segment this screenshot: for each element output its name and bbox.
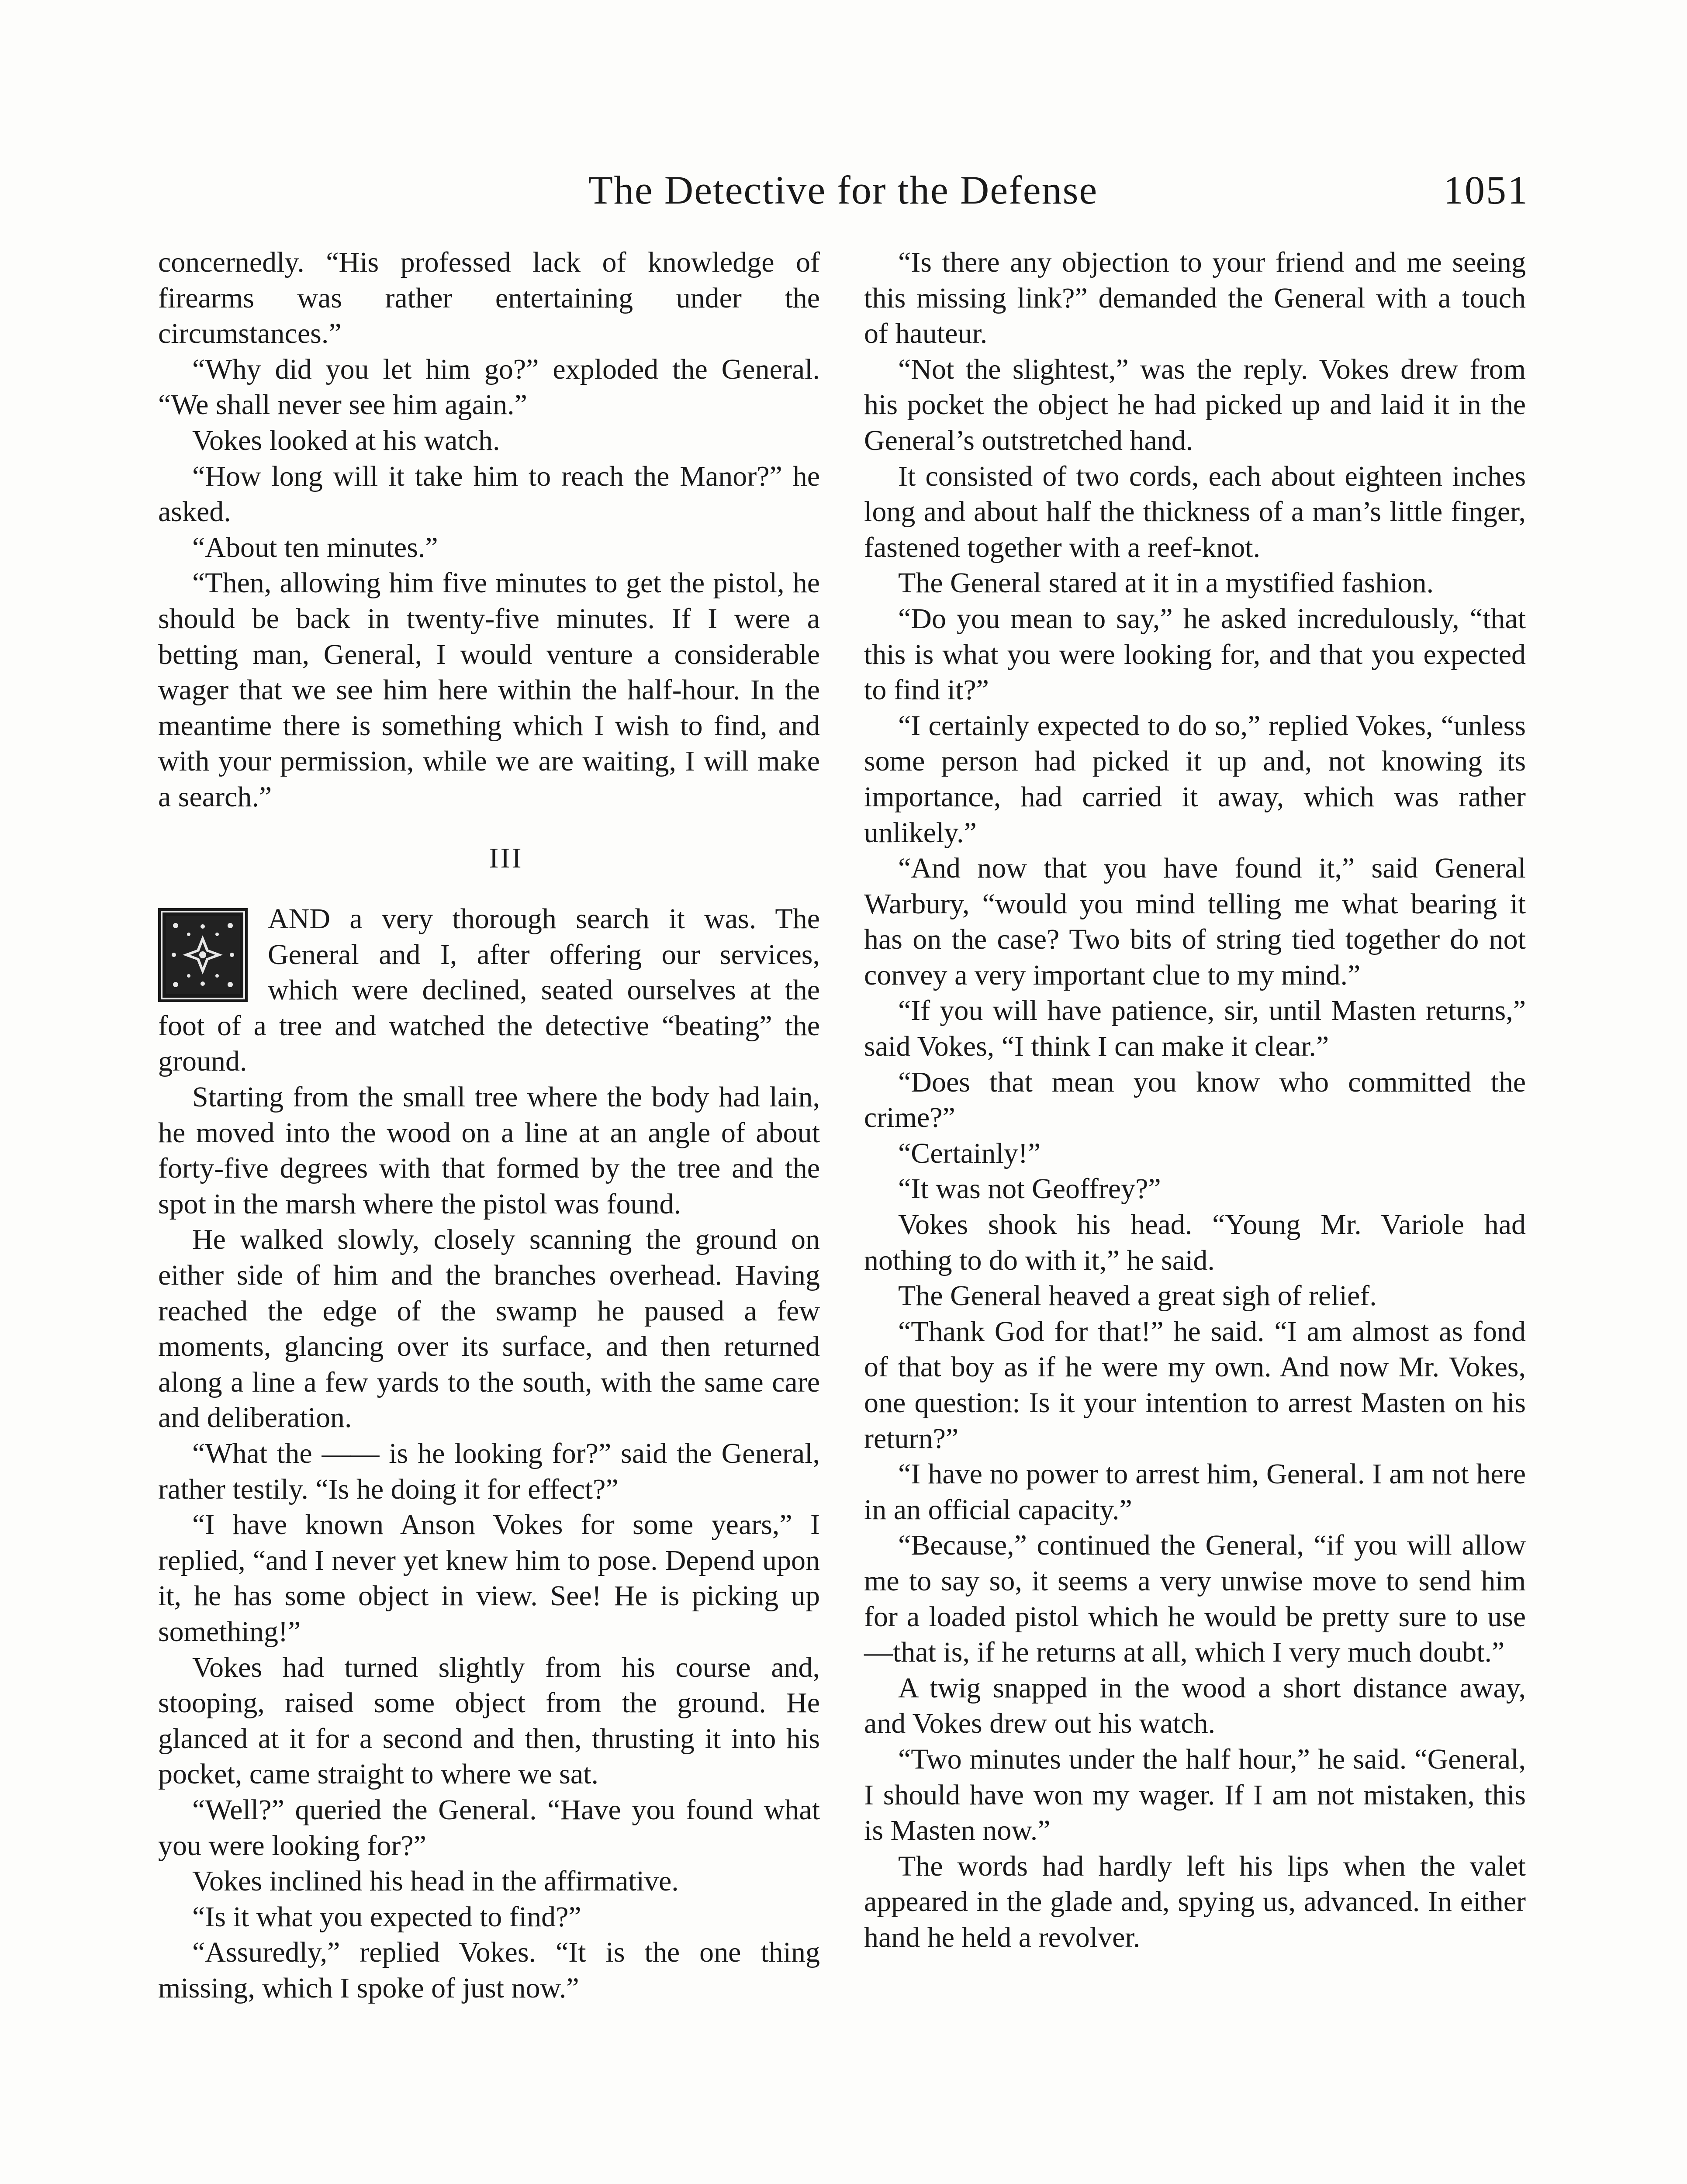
paragraph: “What the —— is he looking for?” said the General, rather testily. “Is he doing it for effect?” bbox=[158, 1438, 820, 1505]
paragraph: “Is there any objection to your friend and me seeing this missing link?” demanded the General with a touch of hauteur. bbox=[864, 246, 1526, 350]
paragraph: It consisted of two cords, each about eighteen inches long and about half the thickness of a man’s little finger, fastened together with a reef-knot. bbox=[864, 460, 1526, 563]
paragraph: “Thank God for that!” he said. “I am almost as fond of that boy as if he were my own. And now Mr. Vokes, one question: Is it your intention to arrest Masten on his return?” bbox=[864, 1315, 1526, 1455]
paragraph: The General stared at it in a mystified fashion. bbox=[898, 567, 1434, 599]
paragraph: concernedly. “His professed lack of knowledge of firearms was rather entertaining under the circumstances.” bbox=[158, 246, 820, 350]
paragraph: “I certainly expected to do so,” replied Vokes, “unless some person had picked it up and, not knowing its importance, had carried it away, which was rather unlikely.” bbox=[864, 709, 1526, 849]
section-heading: III bbox=[489, 842, 523, 874]
paragraph: AND a very thorough search it was. The General and I, after offering our services, which were declined, seated ourselves at the foot of a tree and watched the detective “beating” the ground. bbox=[158, 903, 820, 1078]
paragraph: Vokes inclined his head in the affirmative. bbox=[192, 1865, 679, 1897]
paragraph: He walked slowly, closely scanning the ground on either side of him and the branches overhead. Having reached the edge of the swamp he paused a few moments, glancing over its surface, and then returned along a line a few yards to the south, with the same care and deliberation. bbox=[158, 1223, 820, 1434]
paragraph: “Certainly!” bbox=[898, 1137, 1041, 1169]
paragraph: Vokes had turned slightly from his course and, stooping, raised some object from the ground. He glanced at it for a second and then, thrusting it into his pocket, came straight to where we sat. bbox=[158, 1651, 820, 1790]
paragraph: “Not the slightest,” was the reply. Vokes drew from his pocket the object he had picked up and laid it in the General’s outstretched hand. bbox=[864, 353, 1526, 456]
paragraph: A twig snapped in the wood a short distance away, and Vokes drew out his watch. bbox=[864, 1672, 1526, 1740]
paragraph: Starting from the small tree where the body had lain, he moved into the wood on a line at an angle of about forty-five degrees with that formed by the tree and the spot in the marsh where the pistol was found. bbox=[158, 1081, 820, 1220]
paragraph: “If you will have patience, sir, until Masten returns,” said Vokes, “I think I can make it clear.” bbox=[864, 995, 1526, 1063]
right-text-column bbox=[864, 245, 1526, 1956]
paragraph: “Why did you let him go?” exploded the General. “We shall never see him again.” bbox=[158, 353, 820, 421]
paragraph: “It was not Geoffrey?” bbox=[898, 1173, 1161, 1205]
paragraph: “About ten minutes.” bbox=[192, 531, 438, 563]
paragraph: “Because,” continued the General, “if you will allow me to say so, it seems a very unwise move to send him for a loaded pistol which he would be pretty sure to use—that is, if he returns at all, which I very much doubt.” bbox=[864, 1529, 1526, 1669]
paragraph: “Do you mean to say,” he asked incredulously, “that this is what you were looking for, and that you expected to find it?” bbox=[864, 602, 1526, 706]
paragraph: Vokes looked at his watch. bbox=[192, 424, 500, 456]
paragraph: “And now that you have found it,” said General Warbury, “would you mind telling me what bearing it has on the case? Two bits of string tied together do not convey a very important clue to my mind.” bbox=[864, 852, 1526, 991]
paragraph: “I have known Anson Vokes for some years,” I replied, “and I never yet knew him to pose. Depend upon it, he has some object in view. See! He is picking up something!” bbox=[158, 1509, 820, 1648]
paragraph: “I have no power to arrest him, General. I am not here in an official capacity.” bbox=[864, 1458, 1526, 1526]
paragraph: Vokes shook his head. “Young Mr. Variole had nothing to do with it,” he said. bbox=[864, 1209, 1526, 1276]
page-number: 1051 bbox=[1443, 168, 1529, 212]
paragraph: “Then, allowing him five minutes to get the pistol, he should be back in twenty-five minutes. If I were a betting man, General, I would venture a considerable wager that we see him here within the half-hour. In the meantime there is something which I wish to find, and with your permission, while we are waiting, I will make a search.” bbox=[158, 567, 820, 813]
paragraph: “How long will it take him to reach the Manor?” he asked. bbox=[158, 460, 820, 528]
ornamental-initial-icon bbox=[158, 908, 248, 1002]
paragraph: The General heaved a great sigh of relief. bbox=[898, 1280, 1377, 1312]
running-title: The Detective for the Defense bbox=[588, 168, 1098, 212]
paragraph: “Does that mean you know who committed the crime?” bbox=[864, 1066, 1526, 1134]
paragraph: “Is it what you expected to find?” bbox=[192, 1901, 581, 1933]
paragraph: “Two minutes under the half hour,” he said. “General, I should have won my wager. If I am not mistaken, this is Masten now.” bbox=[864, 1743, 1526, 1847]
page-header bbox=[157, 162, 1529, 218]
paragraph: “Well?” queried the General. “Have you found what you were looking for?” bbox=[158, 1794, 820, 1862]
paragraph: The words had hardly left his lips when the valet appeared in the glade and, spying us, advanced. In either hand he held a revolver. bbox=[864, 1850, 1526, 1953]
paragraph: “Assuredly,” replied Vokes. “It is the one thing missing, which I spoke of just now.” bbox=[158, 1936, 820, 2004]
left-text-column bbox=[158, 245, 820, 2006]
